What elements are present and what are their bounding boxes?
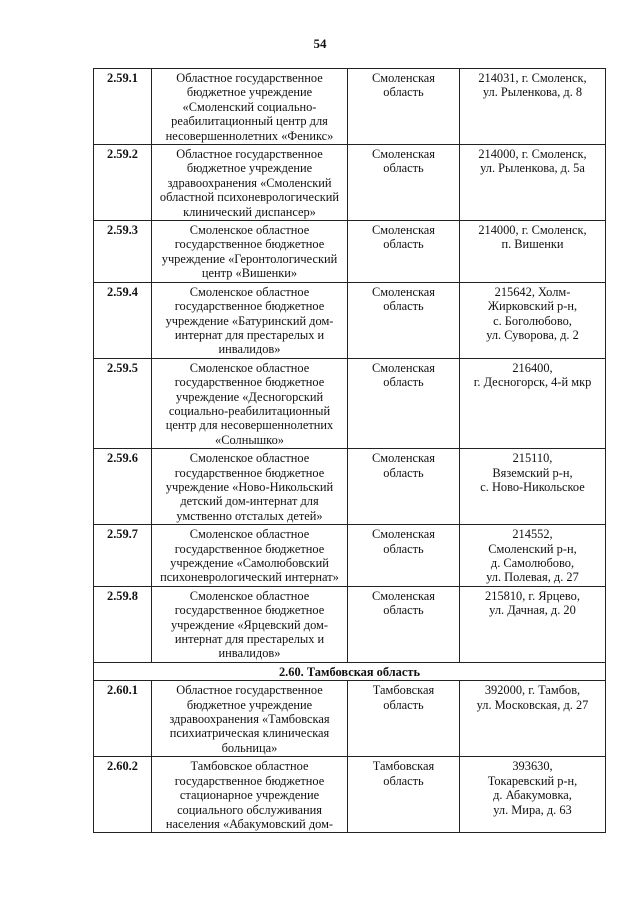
address-line: Токаревский р-н, [487,773,578,788]
row-number: 2.59.4 [94,282,152,358]
institution-name-line: государственное бюджетное [174,465,325,480]
region-line: Тамбовская [372,759,435,774]
institution-name-line: психиатрическая клиническая [169,726,330,741]
institution-name-line: здравоохранения «Смоленский [167,175,332,190]
row-number: 2.59.5 [94,358,152,448]
section-heading: 2.60. Тамбовская область [94,662,606,680]
address-line: Смоленский р-н, [488,541,577,556]
region-line: область [383,773,424,788]
address [460,221,606,283]
institution-name-line: Смоленское областное [189,360,310,375]
address [460,145,606,221]
institution-name-line: здравоохранения «Тамбовская [169,712,330,727]
address-line: д. Абакумовка, [493,788,572,803]
institution-name-line: реабилитационный центр для [171,114,328,129]
region [348,221,460,283]
address-line: Вяземский р-н, [492,465,573,480]
address-line: ул. Московская, д. 27 [476,697,589,712]
institution-name-line: несовершеннолетних «Феникс» [165,128,334,143]
institution-name-line: учреждение «Батуринский дом- [165,313,334,328]
region-line: область [383,161,424,176]
region [348,69,460,145]
table-row [94,358,606,448]
region-line: Смоленская [372,360,435,375]
address [460,586,606,662]
institution-name-line: учреждение «Десногорский [175,389,324,404]
table-row [94,145,606,221]
institution-name-line: Смоленское областное [189,451,310,466]
institution-name-line: Областное государственное [176,71,323,85]
address-line: г. Десногорск, 4-й мкр [473,375,592,390]
region-line: область [383,603,424,618]
institution-name-line: стационарное учреждение [179,788,320,803]
region [348,358,460,448]
section-tambov [94,662,606,680]
row-number: 2.60.1 [94,681,152,757]
institution-name-line: населения «Абакумовский дом- [165,816,334,831]
institution-name-line: «Смоленский социально- [182,99,317,114]
smolensk-rows [94,69,606,663]
row-number: 2.59.6 [94,449,152,525]
institution-name [152,586,348,662]
institution-name-line: областной психоневрологический [159,190,340,205]
address-line: 215810, г. Ярцево, [485,588,580,603]
row-number: 2.59.2 [94,145,152,221]
row-number: 2.59.3 [94,221,152,283]
region-line: Смоленская [372,588,435,603]
table-row [94,221,606,283]
institution-name-line: бюджетное учреждение [186,697,313,712]
region [348,757,460,833]
institution-name-line: детский дом-интернат для [180,494,319,509]
address-line: 215110, [512,451,553,466]
institution-name-line: клинический диспансер» [183,204,316,219]
institution-name [152,449,348,525]
page-number: 54 [313,36,327,51]
region [348,145,460,221]
table-row [94,525,606,587]
institution-name-line: психоневрологический интернат» [160,570,339,585]
address [460,525,606,587]
address-line: ул. Полевая, д. 27 [486,570,579,585]
institution-name-line: государственное бюджетное [174,603,325,618]
institution-name-line: интернат для престарелых и [174,632,325,647]
table-row [94,449,606,525]
address-line: 216400, [512,360,553,375]
region-line: Смоленская [372,527,435,542]
institution-name-line: социально-реабилитационный [168,403,331,418]
region [348,282,460,358]
region-line: Смоленская [372,71,435,85]
region-line: Смоленская [372,147,435,162]
address-line: ул. Дачная, д. 20 [489,603,576,618]
region-line: Смоленская [372,223,435,238]
institution-name-line: Смоленское областное [189,588,310,603]
region [348,681,460,757]
address-line: с. Боголюбово, [493,313,572,328]
institution-name [152,282,348,358]
region-line: Смоленская [372,451,435,466]
institution-name-line: центр «Вишенки» [201,266,298,281]
region-line: Тамбовская [372,683,435,698]
institution-name-line: государственное бюджетное [174,375,325,390]
address [460,358,606,448]
address [460,757,606,833]
address [460,69,606,145]
table-row [94,69,606,145]
institution-name-line: Смоленское областное [189,223,310,238]
address-line: 214000, г. Смоленск, [478,147,587,162]
institution-name [152,145,348,221]
address [460,282,606,358]
region-line: область [383,375,424,390]
address-line: ул. Мира, д. 63 [493,802,572,817]
institution-name-line: Тамбовское областное [190,759,309,774]
institution-name-line: учреждение «Самолюбовский [170,556,329,570]
row-number: 2.59.7 [94,525,152,587]
row-number: 2.60.2 [94,757,152,833]
address-line: 214552, [512,527,553,542]
row-number: 2.59.8 [94,586,152,662]
row-number: 2.59.1 [94,69,152,145]
institution-name [152,525,348,587]
address-line: Жирковский р-н, [487,299,578,314]
address-line: ул. Рыленкова, д. 5а [480,161,585,176]
registry-table [93,68,606,833]
institution-name-line: государственное бюджетное [174,299,325,314]
institution-name [152,757,348,833]
address-line: 215642, Холм- [494,284,571,299]
institution-name-line: государственное бюджетное [174,237,325,252]
region-line: область [383,299,424,314]
institution-name-line: государственное бюджетное [174,773,325,788]
address-line: 392000, г. Тамбов, [484,683,581,698]
institution-name-line: умственно отсталых детей» [176,508,323,523]
table-row [94,681,606,757]
region-line: область [383,85,424,100]
institution-name-line: интернат для престарелых и [174,327,325,342]
address-line: ул. Рыленкова, д. 8 [482,85,583,100]
region-line: область [383,697,424,712]
table-row [94,757,606,833]
table-row [94,282,606,358]
region [348,586,460,662]
section-row [94,662,606,680]
institution-name-line: бюджетное учреждение [186,161,313,176]
region-line: Смоленская [372,284,435,299]
address-line: 214031, г. Смоленск, [478,71,587,85]
institution-name-line: больница» [221,740,278,755]
institution-name-line: инвалидов» [218,646,281,661]
institution-name-line: Смоленское областное [189,284,310,299]
region [348,525,460,587]
institution-name-line: бюджетное учреждение [186,85,313,100]
address [460,681,606,757]
address-line: с. Ново-Никольское [480,479,585,494]
institution-name-line: центр для несовершеннолетних [165,418,334,433]
institution-name-line: Областное государственное [176,147,323,162]
institution-name-line: учреждение «Ново-Никольский [165,479,334,494]
region-line: область [383,237,424,252]
institution-name-line: Областное государственное [176,683,323,698]
address [460,449,606,525]
institution-name-line: учреждение «Геронтологический [161,251,338,266]
institution-name [152,221,348,283]
institution-name-line: государственное бюджетное [174,541,325,556]
address-line: п. Вишенки [501,237,564,252]
tambov-rows [94,681,606,833]
institution-name-line: Смоленское областное [189,527,310,542]
institution-name [152,358,348,448]
institution-name-line: инвалидов» [218,342,281,357]
region [348,449,460,525]
address-line: 393630, [512,759,553,774]
address-line: д. Самолюбово, [490,556,575,570]
region-line: область [383,541,424,556]
institution-name [152,681,348,757]
institution-name [152,69,348,145]
institution-name-line: «Солнышко» [215,432,284,447]
institution-name-line: социального обслуживания [177,802,322,817]
table-row [94,586,606,662]
address-line: ул. Суворова, д. 2 [486,327,579,342]
address-line: 214000, г. Смоленск, [478,223,587,238]
region-line: область [383,465,424,480]
institution-name-line: учреждение «Ярцевский дом- [170,617,329,632]
